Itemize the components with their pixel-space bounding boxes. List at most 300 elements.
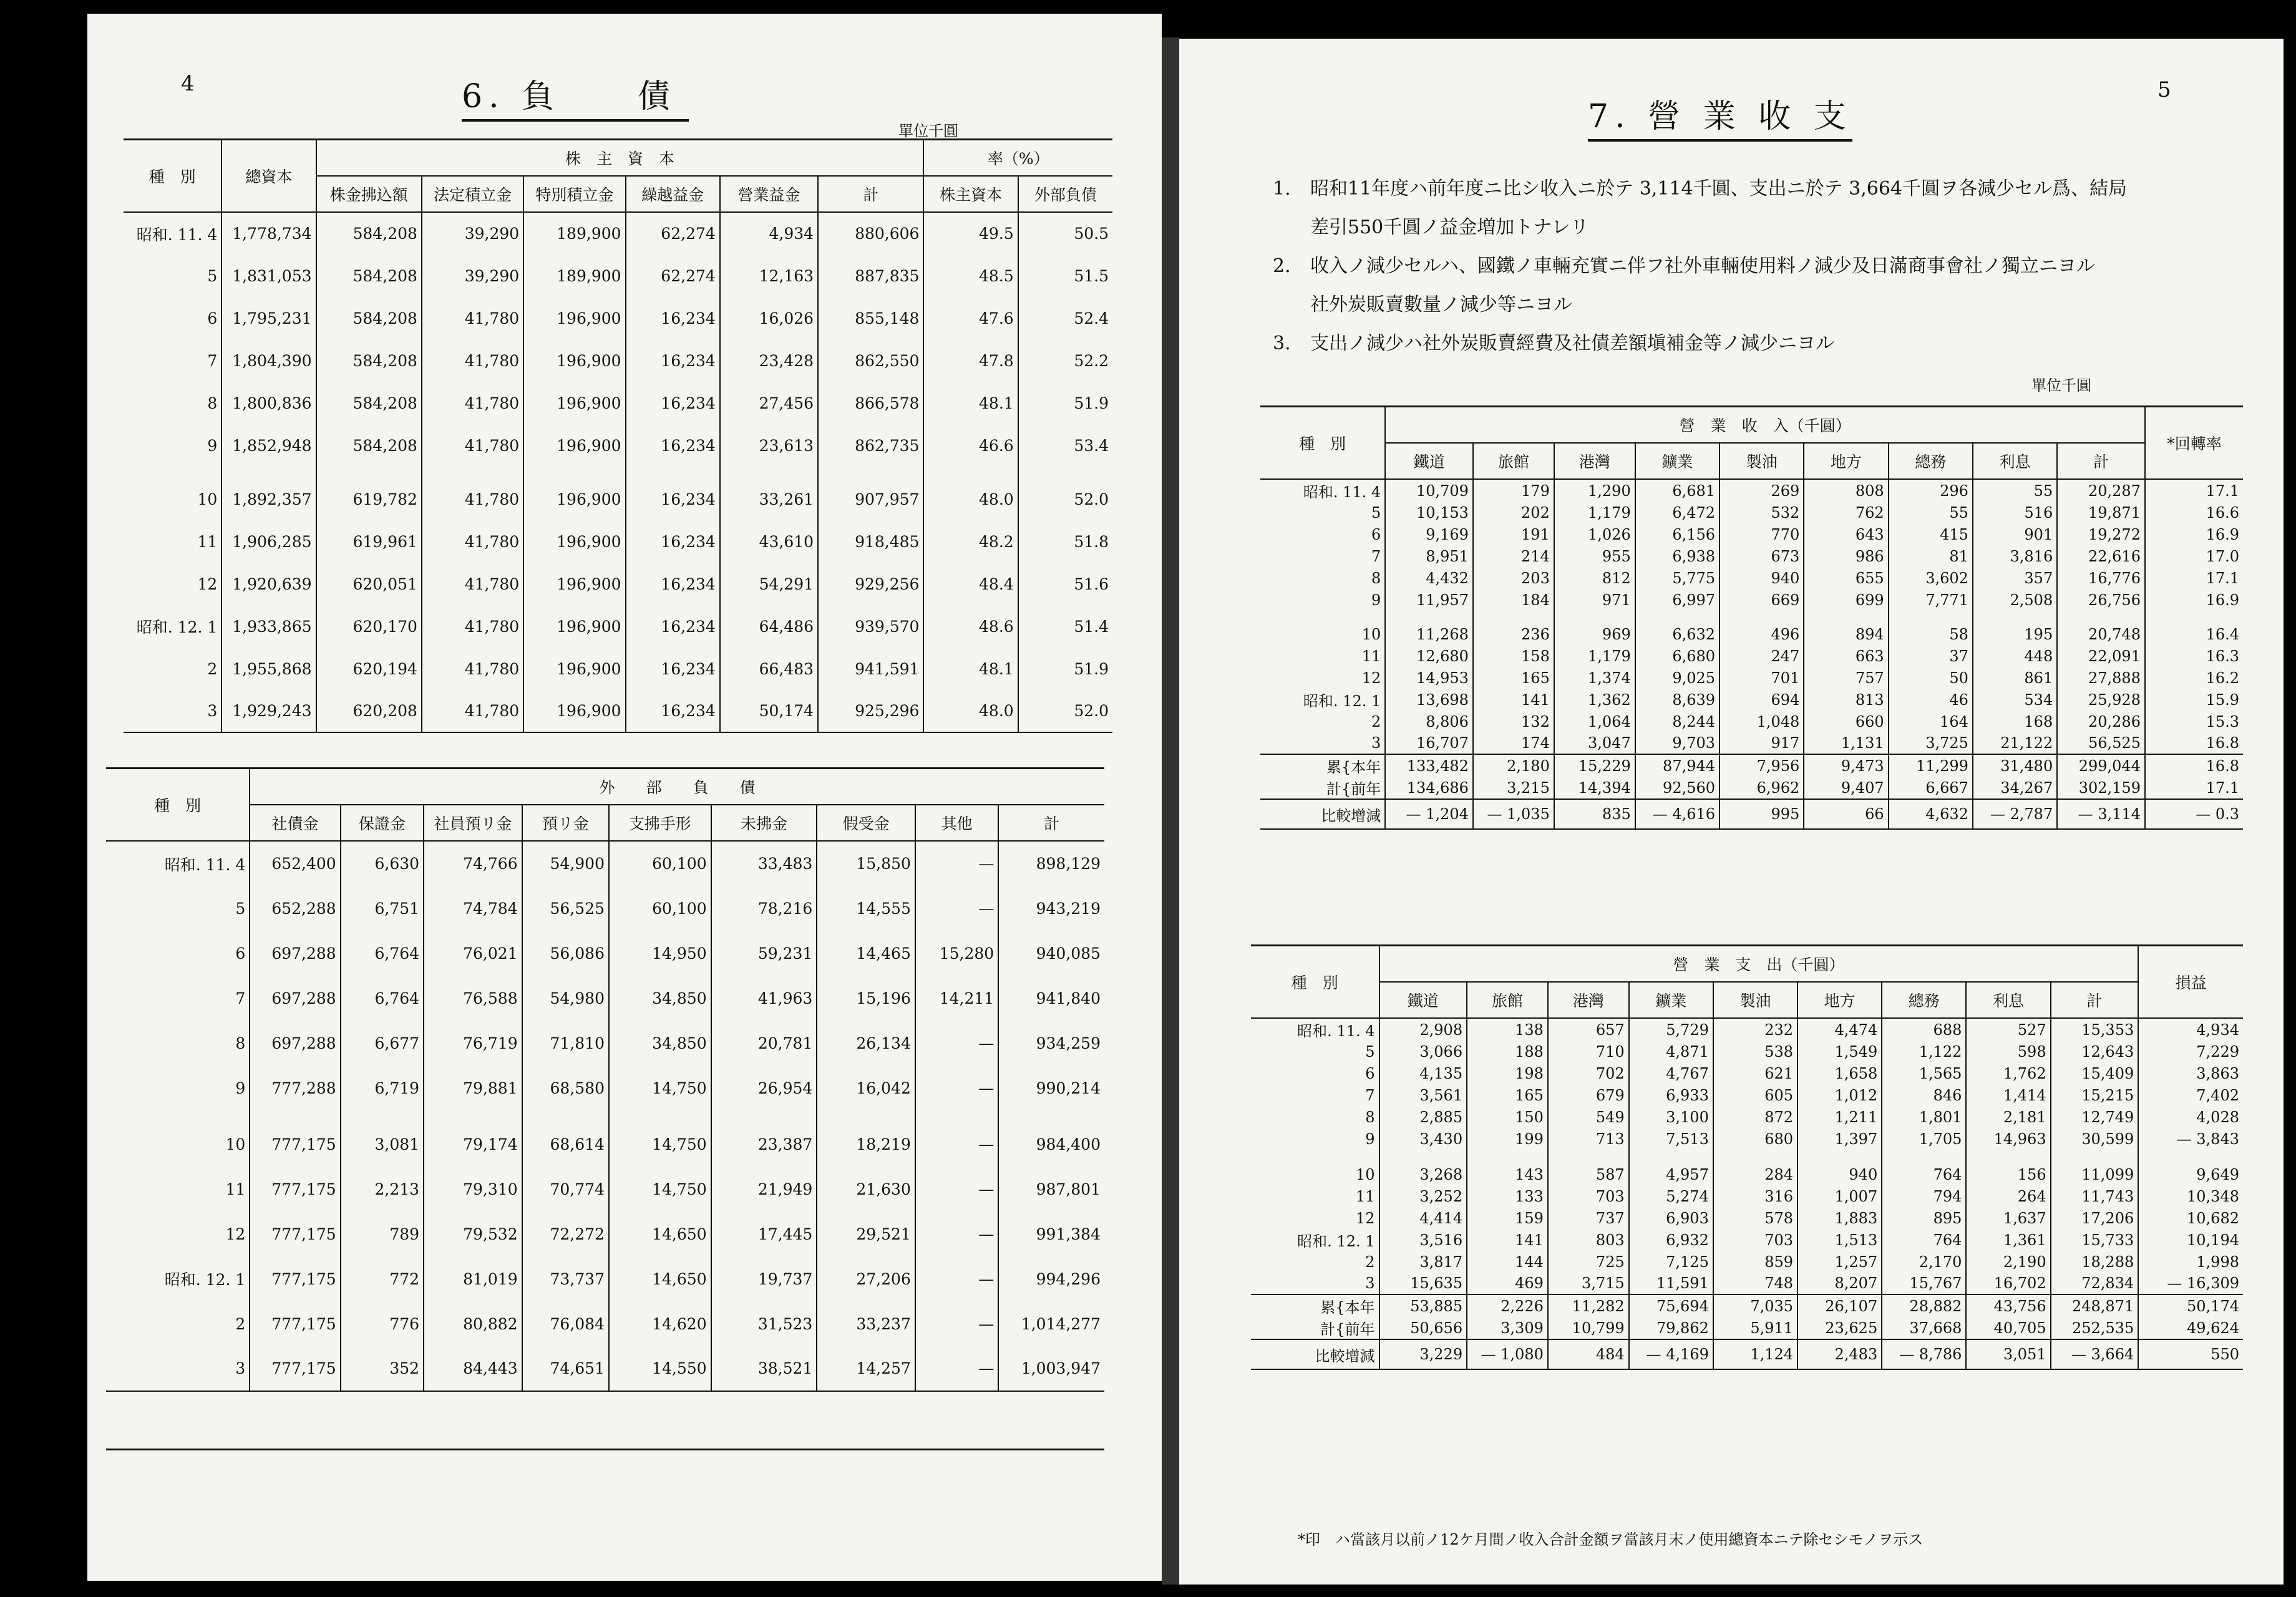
table-cell: 16.2 <box>2145 667 2243 689</box>
spacer-cell <box>221 467 316 478</box>
table-cell: 549 <box>1548 1106 1629 1128</box>
t2-group: 外 部 負 債 <box>250 769 1104 805</box>
table-cell: 232 <box>1713 1018 1797 1041</box>
table-cell: 14,257 <box>817 1346 915 1391</box>
table-cell: 269 <box>1720 479 1804 502</box>
row-label: 3 <box>106 1346 250 1391</box>
table-cell: 196,900 <box>523 648 625 690</box>
table-cell: 28,882 <box>1882 1294 1966 1317</box>
table-cell: 8,207 <box>1797 1273 1882 1294</box>
t1-header-8: 株主資本 <box>923 176 1018 212</box>
note-text: 差引550千圓ノ益金増加トナレリ <box>1310 216 1589 238</box>
row-label: 8 <box>207 394 218 412</box>
row-label: 5 <box>207 266 218 285</box>
table-cell: 4,934 <box>2138 1018 2243 1041</box>
table-cell: 12,749 <box>2051 1106 2139 1128</box>
table-cell: 835 <box>1554 799 1635 829</box>
table-cell: 14,750 <box>609 1065 711 1110</box>
table-cell: 41,780 <box>422 605 523 648</box>
table-cell: 179 <box>1473 479 1554 502</box>
table-cell: 144 <box>1467 1251 1548 1273</box>
table-cell: 620,194 <box>316 648 422 690</box>
table-cell: 986 <box>1804 545 1888 567</box>
table-cell: 10,799 <box>1548 1317 1629 1339</box>
table-cell: 3,229 <box>1379 1339 1467 1369</box>
row-label: 計{前年 <box>1251 1317 1379 1339</box>
table-cell: 532 <box>1720 502 1804 523</box>
exp-body <box>1251 1018 2243 1294</box>
table-cell: 534 <box>1973 689 2057 711</box>
row-label: 6 <box>207 309 218 328</box>
row-spacer <box>124 467 1112 478</box>
table-cell: 79,310 <box>424 1167 522 1211</box>
table-cell: 620,170 <box>316 605 422 648</box>
exp-header-6: 總務 <box>1882 982 1966 1018</box>
table-cell: 770 <box>1720 523 1804 545</box>
t2-header-0: 種 別 <box>106 769 250 842</box>
row-label: 昭和. 12. 1 <box>136 618 218 636</box>
table-cell: 9,169 <box>1385 523 1473 545</box>
table-cell: 23,428 <box>720 339 818 382</box>
spacer-cell <box>1882 1150 1966 1163</box>
table-cell: 971 <box>1554 589 1635 611</box>
spacer-cell <box>1251 1150 1379 1163</box>
table-cell: 527 <box>1966 1018 2050 1041</box>
table-cell: 196,900 <box>523 339 625 382</box>
table-cell: 1,374 <box>1554 667 1635 689</box>
table-cell: 16,234 <box>626 339 720 382</box>
table-cell: 621 <box>1713 1062 1797 1084</box>
spacer-cell <box>2138 1150 2243 1163</box>
inc-header-1: 旅館 <box>1473 443 1554 479</box>
table-cell: — <box>915 1021 998 1065</box>
table-cell: 1,658 <box>1797 1062 1882 1084</box>
table-cell: 33,261 <box>720 478 818 520</box>
table-row <box>106 1065 1104 1110</box>
spacer-cell <box>2145 611 2243 623</box>
table-cell: 20,781 <box>711 1021 817 1065</box>
table-cell: 1,414 <box>1966 1084 2050 1106</box>
table-cell: 19,737 <box>711 1256 817 1301</box>
table-cell: 141 <box>1473 689 1554 711</box>
table-cell: 6,764 <box>341 976 424 1021</box>
row-label: 比較增減 <box>1251 1339 1379 1369</box>
table-cell: 51.4 <box>1018 605 1112 648</box>
t1-header-3: 法定積立金 <box>422 176 523 212</box>
section-title-text: 負 債 <box>522 78 677 115</box>
row-label: 3 <box>1251 1273 1379 1294</box>
table-cell: 16.8 <box>2145 754 2243 777</box>
operating-income-table <box>1260 405 2243 830</box>
table-cell: 702 <box>1548 1062 1629 1084</box>
spacer-cell <box>422 467 523 478</box>
table-cell: 50,174 <box>2138 1294 2243 1317</box>
table-cell: 907,957 <box>818 478 923 520</box>
table-cell: 652,400 <box>250 841 340 886</box>
table-cell: 76,588 <box>424 976 522 1021</box>
table-cell: 79,174 <box>424 1122 522 1167</box>
table-cell: 859 <box>1713 1251 1797 1273</box>
table-cell: 316 <box>1713 1185 1797 1207</box>
table-cell: 652,288 <box>250 886 340 931</box>
row-label: 計{前年 <box>1260 777 1385 799</box>
table-cell: 8,244 <box>1635 711 1720 732</box>
t1-body <box>124 212 1112 732</box>
table-cell: 789 <box>341 1211 424 1256</box>
table-cell: 9,025 <box>1635 667 1720 689</box>
spacer-cell <box>1804 611 1888 623</box>
table-cell: 14,950 <box>609 931 711 976</box>
table-cell: 16.9 <box>2145 589 2243 611</box>
table-cell: 39,290 <box>422 212 523 255</box>
table-cell: 901 <box>1973 523 2057 545</box>
table-cell: 19,871 <box>2057 502 2145 523</box>
table-cell: 12,680 <box>1385 645 1473 667</box>
table-cell: 2,181 <box>1966 1106 2050 1128</box>
table-cell: 2,180 <box>1473 754 1554 777</box>
table-cell: 20,286 <box>2057 711 2145 732</box>
table-cell: 777,175 <box>250 1122 340 1167</box>
table-cell: 11,282 <box>1548 1294 1629 1317</box>
table-cell: 1,920,639 <box>221 563 316 605</box>
table-cell: 1,778,734 <box>221 212 316 255</box>
table-cell: 50,174 <box>720 690 818 732</box>
exp-header-8: 計 <box>2051 982 2139 1018</box>
table-cell: 41,780 <box>422 648 523 690</box>
table-cell: 188 <box>1467 1041 1548 1062</box>
table-row <box>1260 689 2243 711</box>
spacer-cell <box>1966 1150 2050 1163</box>
table-cell: 2,190 <box>1966 1251 2050 1273</box>
table-cell: 48.0 <box>923 690 1018 732</box>
table-row <box>1260 523 2243 545</box>
table-cell: 76,021 <box>424 931 522 976</box>
table-cell: 43,756 <box>1966 1294 2050 1317</box>
table-cell: 60,100 <box>609 886 711 931</box>
table-cell: 16.9 <box>2145 523 2243 545</box>
table-cell: 6,751 <box>341 886 424 931</box>
table-cell: 14,953 <box>1385 667 1473 689</box>
table-cell: 189,900 <box>523 212 625 255</box>
table-cell: 55 <box>1973 479 2057 502</box>
table-cell: 71,810 <box>522 1021 609 1065</box>
table-cell: 1,800,836 <box>221 382 316 424</box>
table-row <box>1260 732 2243 754</box>
table-cell: 174 <box>1473 732 1554 754</box>
table-cell: 16.4 <box>2145 623 2243 645</box>
table-cell: 619,961 <box>316 520 422 563</box>
inc-header-label: 種 別 <box>1260 407 1385 480</box>
table-cell: 59,231 <box>711 931 817 976</box>
exp-totals <box>1251 1294 2243 1369</box>
table-cell: 18,288 <box>2051 1251 2139 1273</box>
table-cell: — 8,786 <box>1882 1339 1966 1369</box>
table-cell: 50,656 <box>1379 1317 1467 1339</box>
table-cell: 643 <box>1804 523 1888 545</box>
table-cell: 1,883 <box>1797 1207 1882 1229</box>
table-cell: 898,129 <box>998 841 1104 886</box>
table-row <box>1251 1062 2243 1084</box>
table-cell: 7,956 <box>1720 754 1804 777</box>
table-cell: 3,047 <box>1554 732 1635 754</box>
table-cell: 53,885 <box>1379 1294 1467 1317</box>
table-cell: 15,353 <box>2051 1018 2139 1041</box>
table-cell: 72,272 <box>522 1211 609 1256</box>
table-cell: 236 <box>1473 623 1554 645</box>
table-cell: 21,630 <box>817 1167 915 1211</box>
table-cell: 1,892,357 <box>221 478 316 520</box>
table-cell: 7,229 <box>2138 1041 2243 1062</box>
table-cell: 79,881 <box>424 1065 522 1110</box>
table-cell: 9,473 <box>1804 754 1888 777</box>
table-cell: 10,194 <box>2138 1229 2243 1251</box>
table-cell: 777,175 <box>250 1256 340 1301</box>
table-cell: 7,513 <box>1629 1128 1713 1150</box>
note-line <box>1273 170 2246 208</box>
table-cell: 703 <box>1548 1185 1629 1207</box>
table-cell: 748 <box>1713 1273 1797 1294</box>
table-cell: 296 <box>1889 479 1973 502</box>
row-spacer <box>106 1110 1104 1122</box>
table-cell: 3,561 <box>1379 1084 1467 1106</box>
table-cell: 764 <box>1882 1229 1966 1251</box>
note-text: 昭和11年度ハ前年度ニ比シ收入ニ於テ 3,114千圓、支出ニ於テ 3,664千圓ヲ各減少セル爲、結局 <box>1310 178 2128 200</box>
table-cell: — 3,114 <box>2057 799 2145 829</box>
row-label: 昭和. 11. 4 <box>136 225 218 244</box>
table-cell: 132 <box>1473 711 1554 732</box>
table-cell: — 4,169 <box>1629 1339 1713 1369</box>
t1-header-5: 繰越益金 <box>626 176 720 212</box>
table-cell: 688 <box>1882 1018 1966 1041</box>
table-cell: 496 <box>1720 623 1804 645</box>
summary-row <box>1260 754 2243 777</box>
table-cell: 941,840 <box>998 976 1104 1021</box>
table-cell: 6,938 <box>1635 545 1720 567</box>
t1-group-capital: 株 主 資 本 <box>316 140 924 177</box>
table-cell: 34,850 <box>609 1021 711 1065</box>
row-label: 昭和. 11. 4 <box>1297 1022 1375 1040</box>
row-label: 5 <box>1365 1042 1375 1061</box>
table-cell: 710 <box>1548 1041 1629 1062</box>
table-cell: 584,208 <box>316 255 422 297</box>
table-cell: 191 <box>1473 523 1554 545</box>
table-cell: 247 <box>1720 645 1804 667</box>
table-cell: 17.1 <box>2145 567 2243 589</box>
table-cell: 9,407 <box>1804 777 1888 799</box>
table-cell: 199 <box>1467 1128 1548 1150</box>
inc-group: 營 業 收 入（千圓） <box>1385 407 2145 444</box>
section-title-left <box>462 70 689 122</box>
table-cell: 48.4 <box>923 563 1018 605</box>
table-cell: 994,296 <box>998 1256 1104 1301</box>
table-cell: 79,532 <box>424 1211 522 1256</box>
note-num: 2. <box>1273 255 1291 277</box>
row-label: 11 <box>1361 647 1381 665</box>
table-row <box>124 424 1112 467</box>
table-row <box>106 1346 1104 1391</box>
table-cell: 14,620 <box>609 1301 711 1346</box>
table-cell: 3,268 <box>1379 1163 1467 1185</box>
table-cell: 203 <box>1473 567 1554 589</box>
inc-body <box>1260 479 2243 754</box>
row-label: 12 <box>1355 1209 1375 1227</box>
row-spacer <box>1251 1150 2243 1163</box>
table-cell: 697,288 <box>250 976 340 1021</box>
table-cell: 252,535 <box>2051 1317 2139 1339</box>
table-cell: 27,888 <box>2057 667 2145 689</box>
table-cell: 41,780 <box>422 339 523 382</box>
table-cell: — <box>915 841 998 886</box>
table-cell: 2,226 <box>1467 1294 1548 1317</box>
row-label: 昭和. 12. 1 <box>164 1271 246 1289</box>
table-cell: 4,871 <box>1629 1041 1713 1062</box>
table-cell: 725 <box>1548 1251 1629 1273</box>
table-cell: 1,048 <box>1720 711 1804 732</box>
table-cell: 52.0 <box>1018 478 1112 520</box>
table-cell: 697,288 <box>250 931 340 976</box>
table-cell: 1,211 <box>1797 1106 1882 1128</box>
table-cell: 1,637 <box>1966 1207 2050 1229</box>
table-cell: 3,715 <box>1548 1273 1629 1294</box>
table-cell: 984,400 <box>998 1122 1104 1167</box>
table-cell: 917 <box>1720 732 1804 754</box>
table-cell: — 1,204 <box>1385 799 1473 829</box>
table-cell: 56,525 <box>2057 732 2145 754</box>
table-cell: 49.5 <box>923 212 1018 255</box>
table-cell: 448 <box>1973 645 2057 667</box>
table-cell: 3,725 <box>1889 732 1973 754</box>
table-cell: 584,208 <box>316 339 422 382</box>
table-cell: 25,928 <box>2057 689 2145 711</box>
table-cell: 620,208 <box>316 690 422 732</box>
table-cell: 846 <box>1882 1084 1966 1106</box>
table-cell: — <box>915 1167 998 1211</box>
table-cell: 133 <box>1467 1185 1548 1207</box>
table-cell: 737 <box>1548 1207 1629 1229</box>
row-label: 5 <box>235 899 246 918</box>
table-cell: 939,570 <box>818 605 923 648</box>
table-cell: 79,862 <box>1629 1317 1713 1339</box>
note-text: 支出ノ減少ハ社外炭販賣經費及社債差額塡補金等ノ減少ニヨル <box>1310 333 1834 354</box>
table-row <box>106 841 1104 886</box>
table-cell: 16,026 <box>720 297 818 339</box>
spacer-cell <box>711 1110 817 1122</box>
row-label: 7 <box>1371 547 1381 565</box>
table-cell: 1,179 <box>1554 645 1635 667</box>
table-row <box>1251 1106 2243 1128</box>
table-cell: 37 <box>1889 645 1973 667</box>
shareholder-capital-table <box>124 138 1112 733</box>
note-num: 1. <box>1273 178 1291 200</box>
table-cell: 3,215 <box>1473 777 1554 799</box>
table-cell: 1,513 <box>1797 1229 1882 1251</box>
table-cell: 22,091 <box>2057 645 2145 667</box>
table-cell: 6,156 <box>1635 523 1720 545</box>
row-label: 11 <box>225 1180 246 1198</box>
table-cell: 26,954 <box>711 1065 817 1110</box>
table-cell: 48.6 <box>923 605 1018 648</box>
table-cell: 62,274 <box>626 212 720 255</box>
table-cell: 21,122 <box>1973 732 2057 754</box>
table-cell: 1,122 <box>1882 1041 1966 1062</box>
table-row <box>1251 1185 2243 1207</box>
table-cell: 940 <box>1797 1163 1882 1185</box>
table-cell: 196,900 <box>523 520 625 563</box>
exp-group: 營 業 支 出（千圓） <box>1379 946 2139 983</box>
exp-header-7: 利息 <box>1966 982 2050 1018</box>
row-label: 5 <box>1371 503 1381 522</box>
table-cell: — <box>915 1065 998 1110</box>
table-cell: 1,705 <box>1882 1128 1966 1150</box>
table-cell: 165 <box>1467 1084 1548 1106</box>
table-row <box>1251 1207 2243 1229</box>
table-cell: 1,852,948 <box>221 424 316 467</box>
table-cell: 2,170 <box>1882 1251 1966 1273</box>
table-cell: 2,508 <box>1973 589 2057 611</box>
table-cell: 10,709 <box>1385 479 1473 502</box>
table-cell: 196,900 <box>523 563 625 605</box>
table-row <box>106 1021 1104 1065</box>
note-line <box>1273 247 2246 286</box>
spacer-cell <box>923 467 1018 478</box>
table-cell: — <box>915 886 998 931</box>
table-cell: 6,932 <box>1629 1229 1713 1251</box>
table-cell: 38,521 <box>711 1346 817 1391</box>
table-cell: 866,578 <box>818 382 923 424</box>
table-cell: 550 <box>2138 1339 2243 1369</box>
table-cell: 1,131 <box>1804 732 1888 754</box>
table-cell: 794 <box>1882 1185 1966 1207</box>
table-cell: 75,694 <box>1629 1294 1713 1317</box>
table-cell: 64,486 <box>720 605 818 648</box>
table-cell: 16.3 <box>2145 645 2243 667</box>
table-cell: 1,929,243 <box>221 690 316 732</box>
table-cell: 15,409 <box>2051 1062 2139 1084</box>
table-cell: 264 <box>1966 1185 2050 1207</box>
table-cell: 51.6 <box>1018 563 1112 605</box>
table-row <box>1260 502 2243 523</box>
table-cell: 299,044 <box>2057 754 2145 777</box>
table-row <box>106 1167 1104 1211</box>
table-cell: 940,085 <box>998 931 1104 976</box>
spacer-cell <box>1554 611 1635 623</box>
table-cell: 8,639 <box>1635 689 1720 711</box>
table-cell: 16,234 <box>626 297 720 339</box>
table-cell: 50.5 <box>1018 212 1112 255</box>
table-cell: 16.8 <box>2145 732 2243 754</box>
table-cell: 803 <box>1548 1229 1629 1251</box>
table-cell: 16,234 <box>626 605 720 648</box>
table-cell: 198 <box>1467 1062 1548 1084</box>
summary-row <box>1251 1339 2243 1369</box>
table-cell: 184 <box>1473 589 1554 611</box>
table-cell: 70,774 <box>522 1167 609 1211</box>
table-cell: 813 <box>1804 689 1888 711</box>
table-cell: 6,681 <box>1635 479 1720 502</box>
table-cell: 1,549 <box>1797 1041 1882 1062</box>
table-cell: 51.9 <box>1018 382 1112 424</box>
table-cell: — <box>915 1256 998 1301</box>
table-cell: 3,816 <box>1973 545 2057 567</box>
table-cell: 2,483 <box>1797 1339 1882 1369</box>
table-cell: 4,135 <box>1379 1062 1467 1084</box>
table-row <box>1251 1084 2243 1106</box>
spacer-cell <box>424 1110 522 1122</box>
row-label: 10 <box>197 490 218 508</box>
table-cell: 1,124 <box>1713 1339 1797 1369</box>
table-cell: 18,219 <box>817 1122 915 1167</box>
table-row <box>1251 1128 2243 1150</box>
